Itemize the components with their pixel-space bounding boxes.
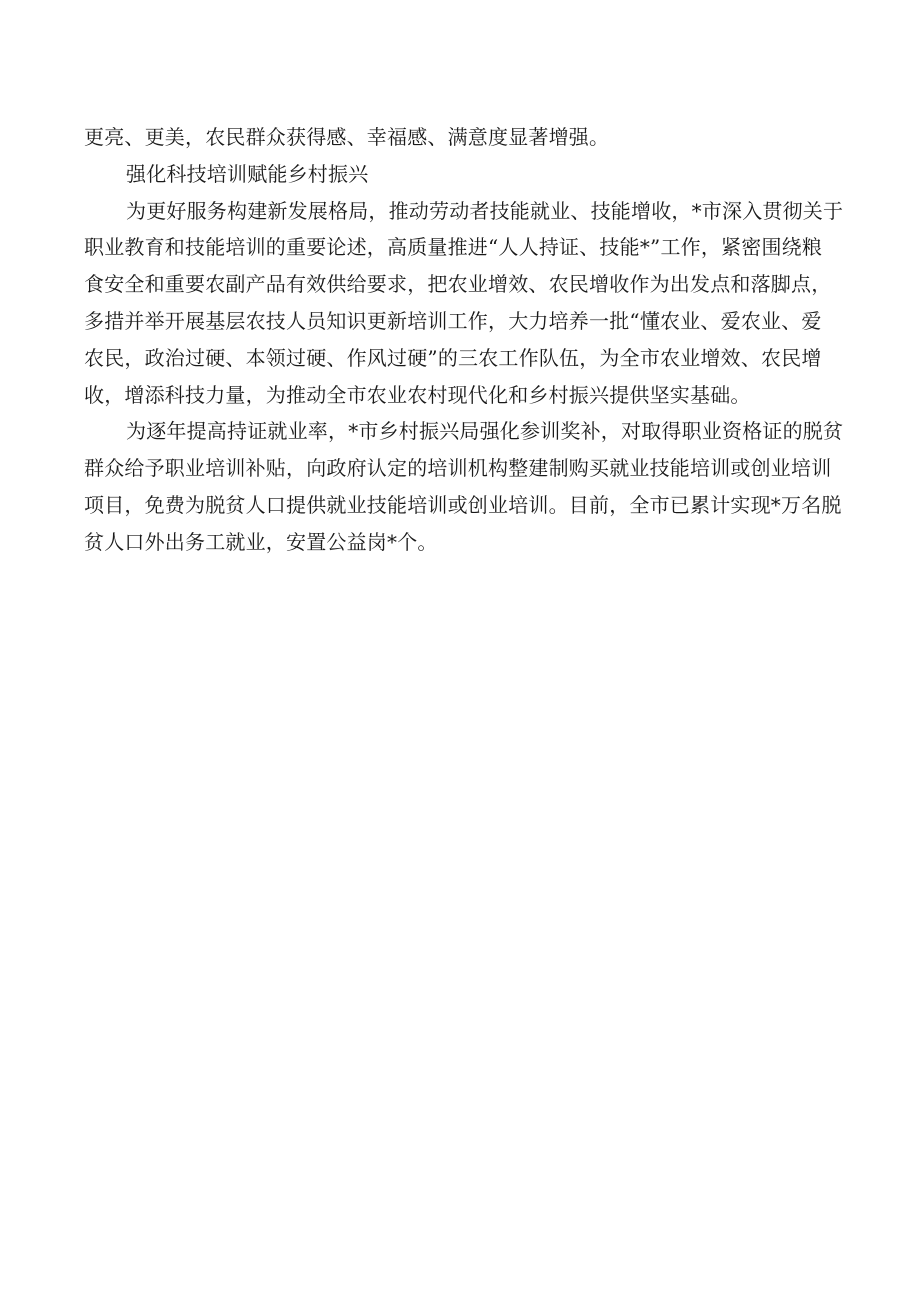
document-page (84, 119, 844, 561)
paragraph-line: 多措并举开展基层农技人员知识更新培训工作，大力培养一批“懂农业、爱农业、爱 (84, 308, 822, 333)
paragraph-line: 贫人口外出务工就业，安置公益岗*个。 (84, 529, 438, 554)
paragraph-line: 为更好服务构建新发展格局，推动劳动者技能就业、技能增收，*市深入贯彻关于 (126, 198, 844, 223)
continuation-paragraph (84, 119, 838, 156)
paragraph-1 (84, 193, 844, 414)
paragraph-line: 群众给予职业培训补贴，向政府认定的培训机构整建制购买就业技能培训或创业培训 (84, 456, 832, 481)
paragraph-line: 收，增添科技力量，为推动全市农业农村现代化和乡村振兴提供坚实基础。 (84, 382, 751, 407)
paragraph-line: 项目，免费为脱贫人口提供就业技能培训或创业培训。目前，全市已累计实现*万名脱 (84, 492, 842, 517)
paragraph-line: 更亮、更美，农民群众获得感、幸福感、满意度显著增强。 (84, 125, 610, 149)
paragraph-line: 为逐年提高持证就业率，*市乡村振兴局强化参训奖补，对取得职业资格证的脱贫 (126, 419, 844, 444)
paragraph-2 (84, 413, 844, 560)
paragraph-line: 职业教育和技能培训的重要论述，高质量推进“人人持证、技能*”工作，紧密围绕粮 (84, 235, 823, 260)
paragraph-line: 农民，政治过硬、本领过硬、作风过硬”的三农工作队伍，为全市农业增效、农民增 (84, 345, 822, 370)
section-heading: 强化科技培训赋能乡村振兴 (126, 161, 369, 186)
paragraph-line: 食安全和重要农副产品有效供给要求，把农业增效、农民增收作为出发点和落脚点， (84, 272, 832, 297)
